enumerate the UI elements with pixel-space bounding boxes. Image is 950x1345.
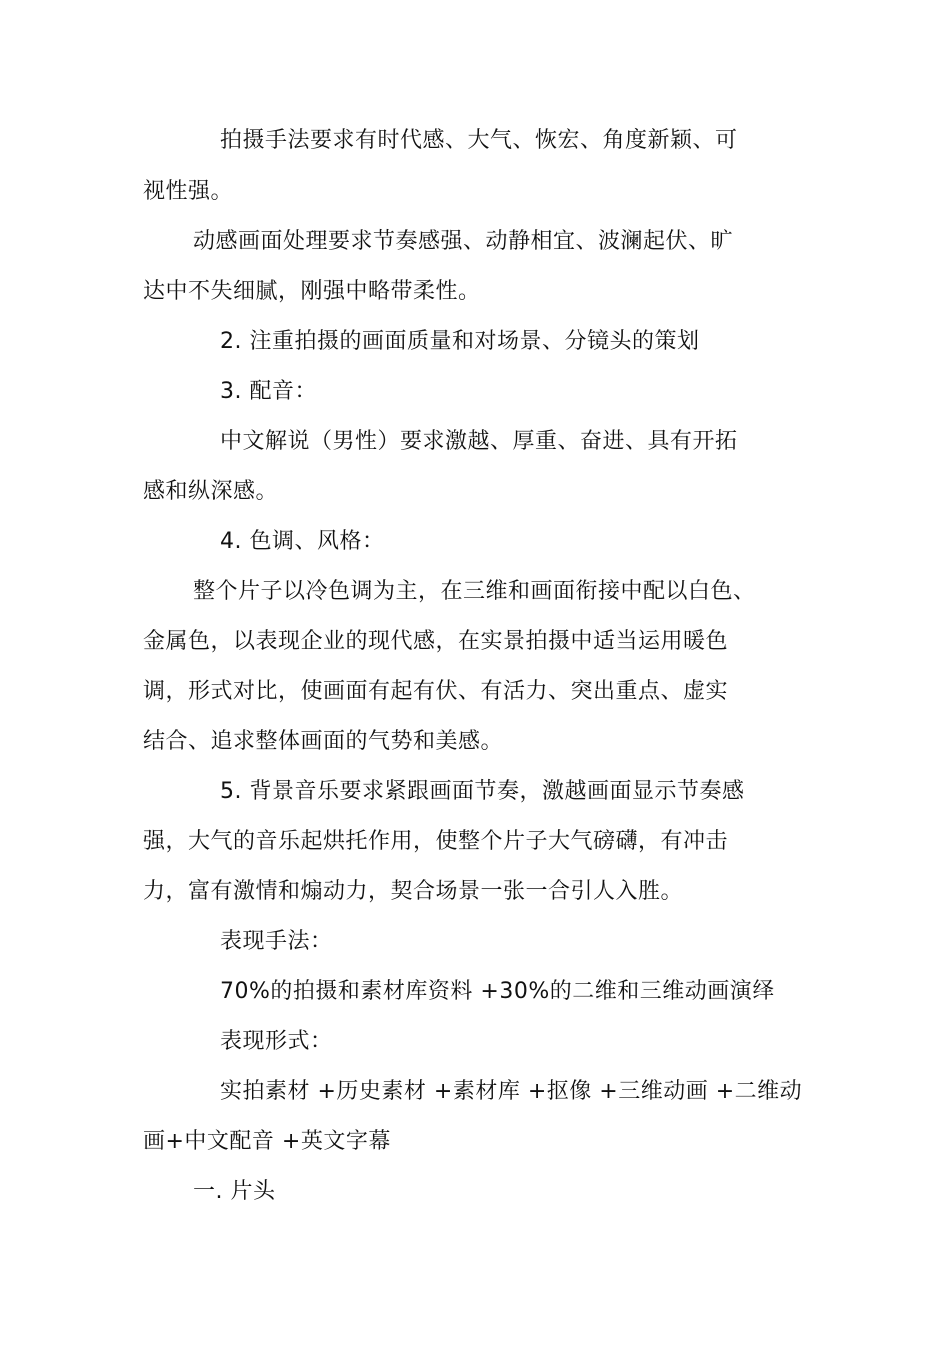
text-line: 动感画面处理要求节奏感强、动静相宜、波澜起伏、旷 xyxy=(193,229,734,254)
section-label: 表现形式： xyxy=(220,1029,333,1054)
text-line: 达中不失细腻，刚强中略带柔性。 xyxy=(143,279,481,304)
text-line: 强，大气的音乐起烘托作用，使整个片子大气磅礴，有冲击 xyxy=(143,829,729,854)
text-line: 视性强。 xyxy=(143,179,234,204)
text-line: 结合、追求整体画面的气势和美感。 xyxy=(143,729,504,754)
numbered-heading: 5. 背景音乐要求紧跟画面节奏，激越画面显示节奏感 xyxy=(220,779,745,804)
text-line: 感和纵深感。 xyxy=(143,479,279,504)
text-line: 实拍素材 +历史素材 +素材库 +抠像 +三维动画 +二维动 xyxy=(220,1079,803,1104)
numbered-heading: 2. 注重拍摄的画面质量和对场景、分镜头的策划 xyxy=(220,329,700,354)
text-line: 力，富有激情和煽动力，契合场景一张一合引人入胜。 xyxy=(143,879,684,904)
section-label: 表现手法： xyxy=(220,929,333,954)
numbered-heading: 4. 色调、风格： xyxy=(220,529,385,554)
text-line: 调，形式对比，使画面有起有伏、有活力、突出重点、虚实 xyxy=(143,679,729,704)
numbered-heading: 3. 配音： xyxy=(220,379,317,404)
chapter-heading: 一. 片头 xyxy=(193,1179,276,1204)
text-line: 画+中文配音 +英文字幕 xyxy=(143,1129,391,1154)
text-line: 中文解说（男性）要求激越、厚重、奋进、具有开拓 xyxy=(220,429,738,454)
text-line: 金属色，以表现企业的现代感，在实景拍摄中适当运用暖色 xyxy=(143,629,729,654)
text-line: 整个片子以冷色调为主，在三维和画面衔接中配以白色、 xyxy=(193,579,756,604)
text-line: 70%的拍摄和素材库资料 +30%的二维和三维动画演绎 xyxy=(220,979,775,1004)
text-line: 拍摄手法要求有时代感、大气、恢宏、角度新颖、可 xyxy=(220,128,738,153)
